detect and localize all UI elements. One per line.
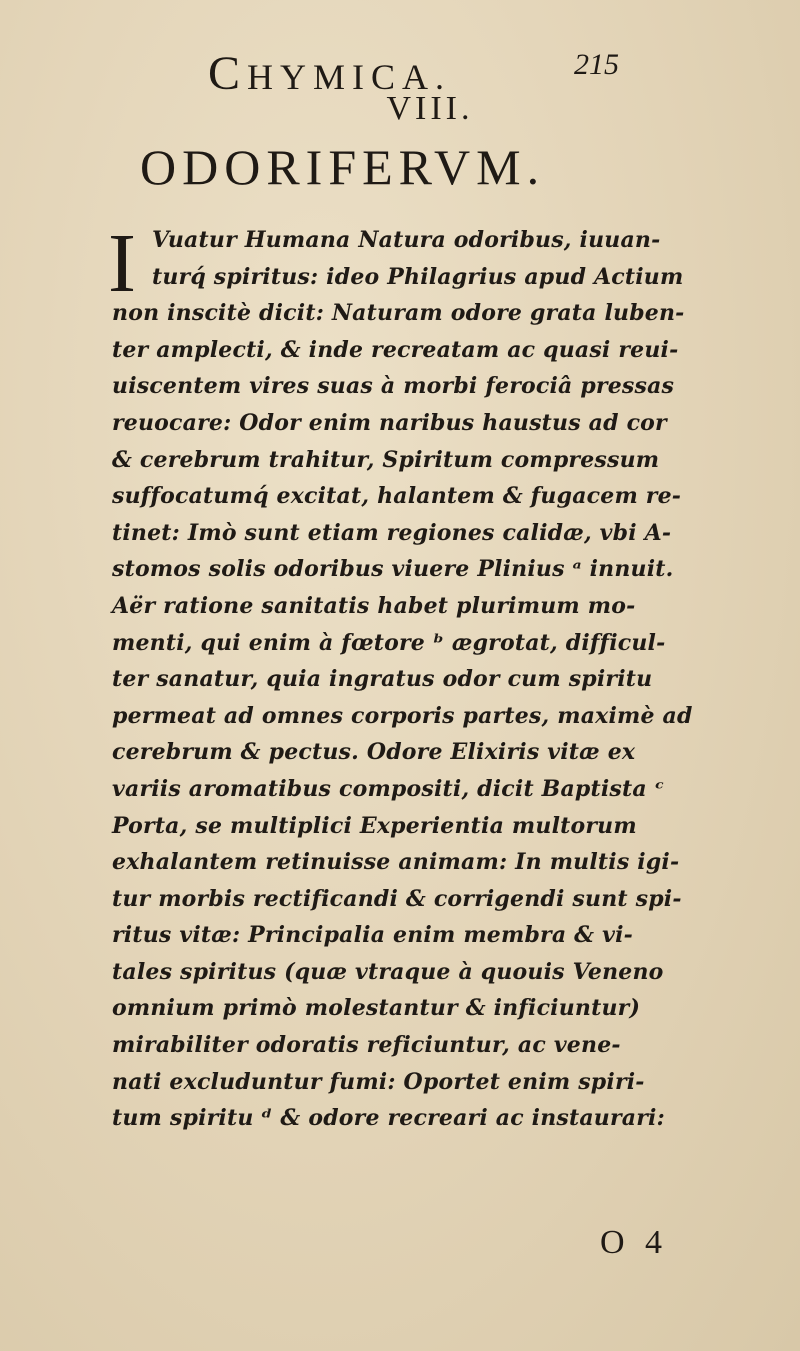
- drop-cap: I: [108, 217, 136, 310]
- section-number: VIII.: [386, 90, 474, 127]
- running-title-rest: HYMICA.: [247, 57, 452, 97]
- text-line: omnium primò molestantur & inficiuntur): [112, 995, 641, 1022]
- text-line: tinet: Imò sunt etiam regiones calidæ, vbi Α-: [112, 519, 672, 546]
- text-line: tales spiritus (quæ vtraque à quouis Veneno: [112, 958, 664, 985]
- text-line: mirabiliter odoratis reficiuntur, ac vene-: [112, 1032, 621, 1059]
- text-line: & cerebrum trahitur, Spiritum compressum: [112, 446, 660, 473]
- text-line: exhalantem retinuisse animam: In multis igi-: [112, 849, 680, 876]
- text-line: Vuatur Humana Natura odoribus, iuuan-: [152, 227, 661, 253]
- text-line: ter amplecti, & inde recreatam ac quasi reui-: [112, 336, 679, 363]
- page-header: [0, 40, 800, 100]
- text-line: ritus vitæ: Principalia enim membra & vi-: [112, 922, 633, 949]
- text-line: turq́ spiritus: ideo Philagrius apud Actium: [152, 263, 684, 290]
- text-line: ter sanatur, quia ingratus odor cum spiritu: [112, 666, 653, 693]
- section-title: ODORIFERVM.: [140, 139, 546, 195]
- text-line: stomos solis odoribus viuere Plinius ᵃ innuit.: [112, 556, 674, 583]
- body-text: [108, 217, 693, 1137]
- text-line: tum spiritu ᵈ & odore recreari ac instaurari:: [112, 1105, 665, 1132]
- text-line: uiscentem vires suas à morbi ferociâ pressas: [112, 373, 675, 400]
- text-line: reuocare: Odor enim naribus haustus ad cor: [112, 409, 667, 436]
- text-line: Aër ratione sanitatis habet plurimum mo-: [112, 592, 636, 619]
- text-line: non inscitè dicit: Naturam odore grata luben-: [112, 300, 685, 327]
- text-line: tur morbis rectificandi & corrigendi sunt spi-: [112, 885, 682, 912]
- text-line: variis aromatibus compositi, dicit Baptista ᶜ: [112, 775, 665, 802]
- catchword-signature: O 4: [600, 1224, 669, 1261]
- page-number: 215: [574, 48, 619, 81]
- text-line: Porta, se multiplici Experientia multorum: [112, 812, 637, 839]
- text-line: nati excluduntur fumi: Oportet enim spiri-: [112, 1068, 645, 1095]
- text-line: menti, qui enim à fœtore ᵇ ægrotat, difficul-: [112, 629, 666, 656]
- text-line: cerebrum & pectus. Odore Elixiris vitæ ex: [112, 739, 636, 766]
- text-line: permeat ad omnes corporis partes, maximè ad: [112, 702, 693, 729]
- text-line: suffocatumq́ excitat, halantem & fugacem re-: [112, 483, 682, 510]
- running-title-initial: C: [208, 47, 248, 100]
